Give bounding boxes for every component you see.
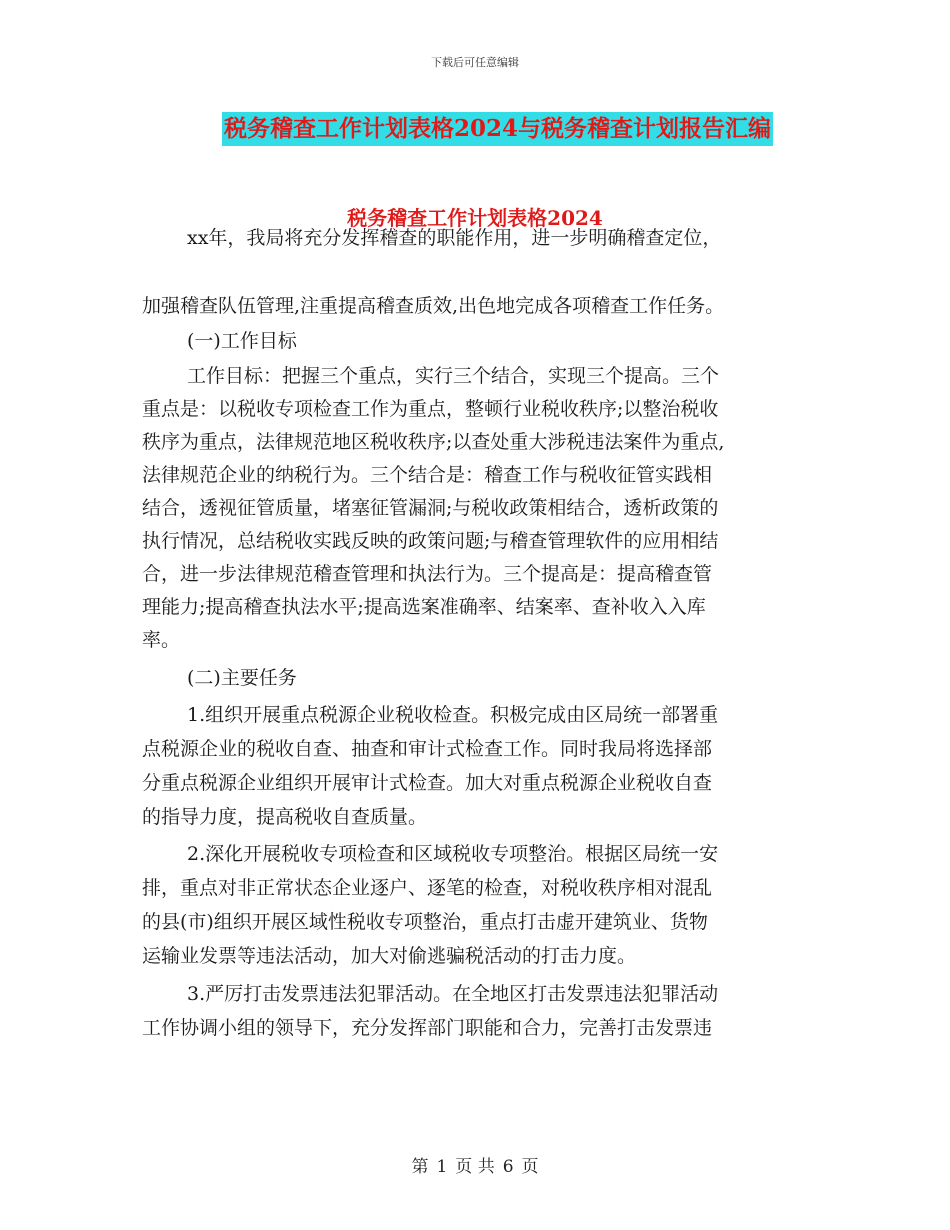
text-line: 的指导力度，提高税收自查质量。 xyxy=(142,806,428,828)
text-line: 率。 xyxy=(142,629,181,651)
text-line: 理能力;提高稽查执法水平;提高选案准确率、结案率、查补收入入库 xyxy=(142,596,706,618)
text-line: 加强稽查队伍管理,注重提高稽查质效,出色地完成各项稽查工作任务。 xyxy=(142,295,725,317)
footer-mid: 页 共 xyxy=(455,1157,495,1177)
text-line: 2.深化开展税收专项检查和区域税收专项整治。根据区局统一安 xyxy=(187,843,719,865)
text-line: 法律规范企业的纳税行为。三个结合是：稽查工作与税收征管实践相 xyxy=(142,464,713,486)
main-title-wrap xyxy=(0,112,950,146)
footer-prefix: 第 xyxy=(411,1157,429,1177)
text-line: 3.严厉打击发票违法犯罪活动。在全地区打击发票违法犯罪活动 xyxy=(187,983,719,1005)
main-title: 税务稽查工作计划表格2024与税务稽查计划报告汇编 xyxy=(222,112,773,146)
sub-title: 税务稽查工作计划表格2024 xyxy=(347,206,603,230)
text-line: xx年，我局将充分发挥稽查的职能作用，进一步明确稽查定位， xyxy=(187,227,722,249)
text-line: 工作协调小组的领导下，充分发挥部门职能和合力，完善打击发票违 xyxy=(142,1017,713,1039)
page-footer xyxy=(0,1152,950,1177)
text-line: 点税源企业的税收自查、抽查和审计式检查工作。同时我局将选择部 xyxy=(142,738,713,760)
footer-total-pages: 6 xyxy=(502,1157,514,1177)
footer-page-number: 1 xyxy=(436,1157,448,1177)
text-line: 合，进一步法律规范稽查管理和执法行为。三个提高是：提高稽查管 xyxy=(142,563,713,585)
footer-suffix: 页 xyxy=(521,1157,539,1177)
text-line: 秩序为重点，法律规范地区税收秩序;以查处重大涉税违法案件为重点, xyxy=(142,431,725,453)
text-line: 1.组织开展重点税源企业税收检查。积极完成由区局统一部署重 xyxy=(187,704,719,726)
text-line: 排，重点对非正常状态企业逐户、逐笔的检查，对税收秩序相对混乱 xyxy=(142,877,713,899)
text-line: (一)工作目标 xyxy=(187,330,297,352)
text-line: 重点是：以税收专项检查工作为重点，整顿行业税收秩序;以整治税收 xyxy=(142,398,719,420)
text-line: (二)主要任务 xyxy=(187,667,297,689)
header-note: 下载后可任意编辑 xyxy=(431,56,519,69)
text-line: 分重点税源企业组织开展审计式检查。加大对重点税源企业税收自查 xyxy=(142,772,713,794)
text-line: 运输业发票等违法活动，加大对偷逃骗税活动的打击力度。 xyxy=(142,945,637,967)
text-line: 的县(市)组织开展区域性税收专项整治，重点打击虚开建筑业、货物 xyxy=(142,911,708,933)
text-line: 工作目标：把握三个重点，实行三个结合，实现三个提高。三个 xyxy=(187,365,720,387)
text-line: 执行情况，总结税收实践反映的政策问题;与稽查管理软件的应用相结 xyxy=(142,530,719,552)
text-line: 结合，透视征管质量，堵塞征管漏洞;与税收政策相结合，透析政策的 xyxy=(142,497,719,519)
